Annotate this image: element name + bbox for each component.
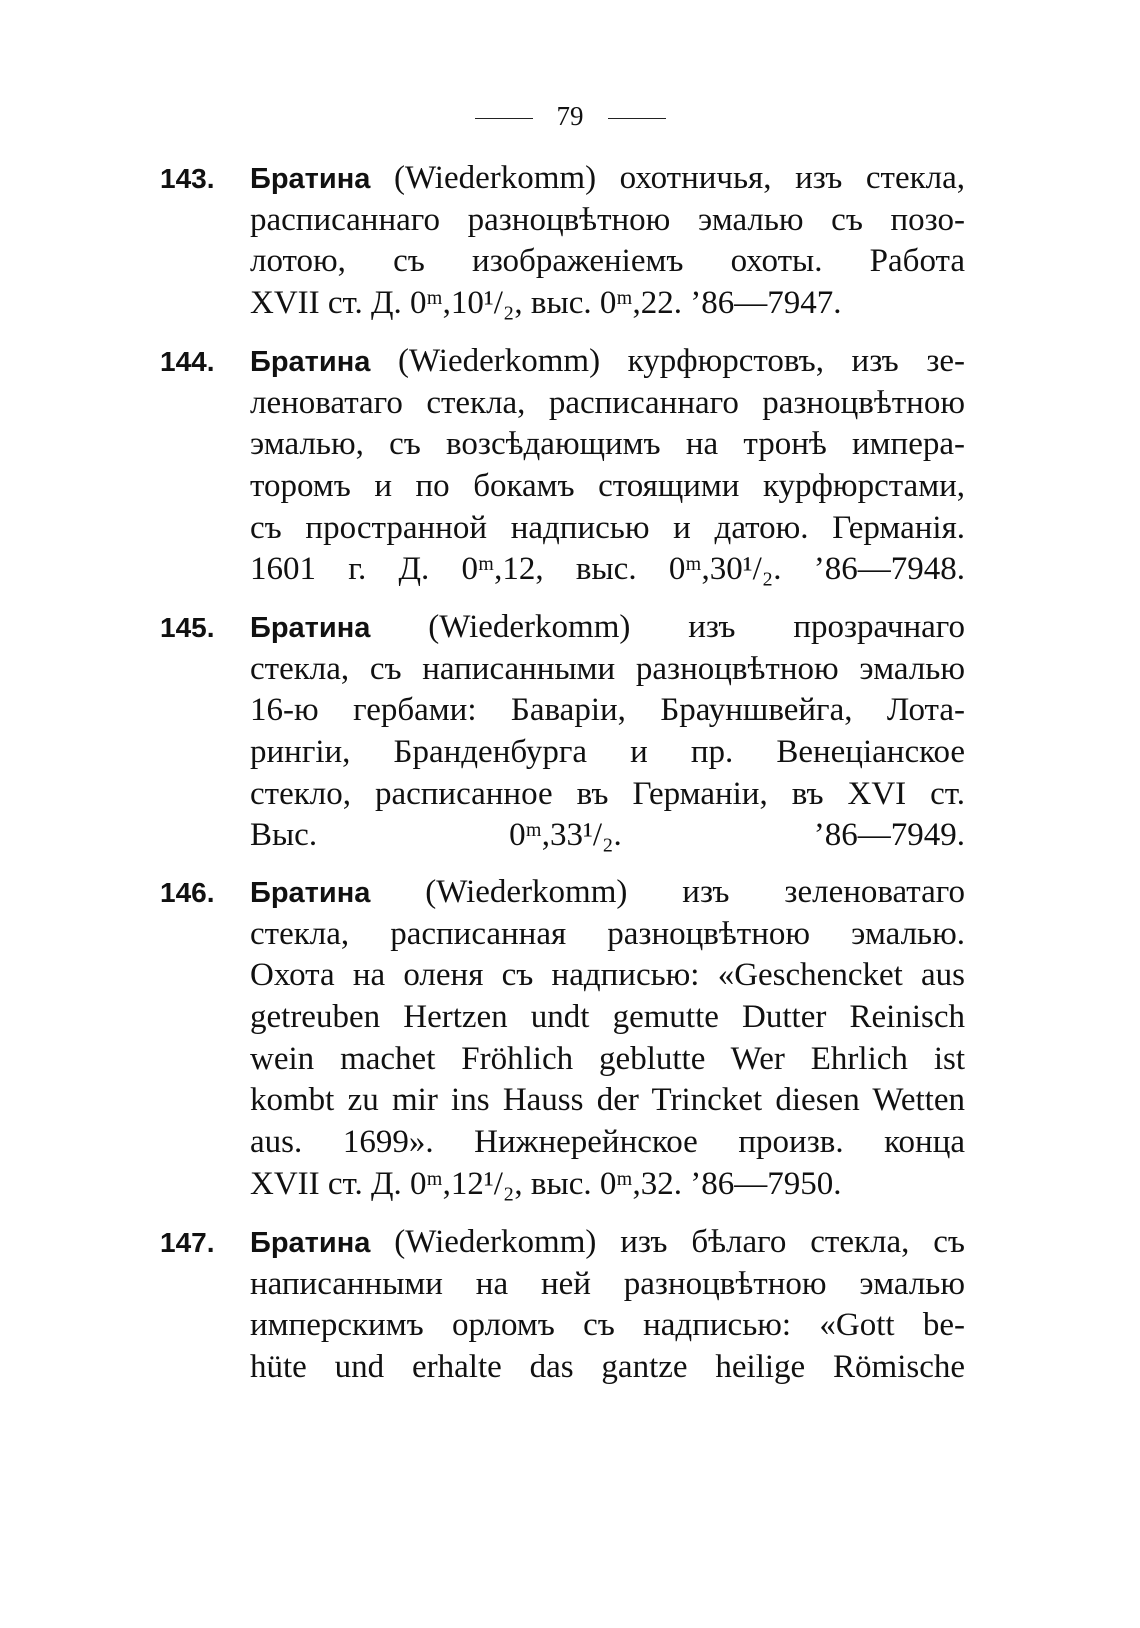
- entry-number: 146.: [160, 877, 215, 908]
- entry-line: Охота на оленя съ надписью: «Geschencket aus: [250, 957, 965, 994]
- entry-number: 147.: [160, 1227, 215, 1258]
- header-rule-left: [475, 118, 533, 119]
- entry-line-text: (Wiederkomm) изъ бѣлаго стекла, съ: [370, 1224, 965, 1260]
- entry-line: лотою, съ изображеніемъ охоты. Работа: [250, 243, 965, 280]
- page-header: [0, 96, 1140, 136]
- entry-line: hüte und erhalte das gantze heilige Römische: [250, 1349, 965, 1386]
- entry-number: 144.: [160, 346, 215, 377]
- header-rule-right: [608, 118, 666, 119]
- entry-line: [250, 872, 965, 914]
- entry-line: рингіи, Бранденбурга и пр. Венеціанское: [250, 734, 965, 771]
- entry-line: XVII ст. Д. 0ᵐ,10¹/₂, выс. 0ᵐ,22. ’86—7947.: [250, 285, 842, 322]
- entry-title: Братина: [250, 877, 371, 909]
- entry-text: [250, 872, 965, 1206]
- page-number: 79: [556, 101, 584, 131]
- entry-line: XVII ст. Д. 0ᵐ,12¹/₂, выс. 0ᵐ,32. ’86—7950.: [250, 1165, 842, 1202]
- entry-line: [250, 158, 965, 200]
- entry-line: съ пространной надписью и датою. Германія.: [250, 509, 965, 546]
- entry-line: имперскимъ орломъ съ надписью: «Gott be-: [250, 1307, 965, 1344]
- entry-title: Братина: [250, 346, 371, 378]
- entry-line: aus. 1699». Нижнерейнское произв. конца: [250, 1124, 965, 1161]
- entry-line: wein machet Fröhlich geblutte Wer Ehrlich ist: [250, 1040, 965, 1077]
- entry-line: стекла, расписанная разноцвѣтною эмалью.: [250, 915, 965, 952]
- entry-number: 145.: [160, 612, 215, 643]
- entry-line: 16-ю гербами: Баваріи, Брауншвейга, Лота-: [250, 692, 965, 729]
- entry-line: написанными на ней разноцвѣтною эмалью: [250, 1265, 965, 1302]
- entry-line: леноватаго стекла, расписаннаго разноцвѣтною: [250, 384, 965, 421]
- entry-line-text: (Wiederkomm) изъ зеленоватаго: [370, 874, 965, 910]
- entry-text: [250, 341, 965, 591]
- entry-line: [250, 1222, 965, 1264]
- entry-text: [250, 158, 965, 325]
- entry-line-text: (Wiederkomm) изъ прозрачнаго: [370, 609, 965, 645]
- entry-line: торомъ и по бокамъ стоящими курфюрстами,: [250, 468, 965, 505]
- entry-text: [250, 607, 965, 857]
- entry-line-text: (Wiederkomm) охотничья, изъ стекла,: [370, 160, 965, 196]
- entry-line: 1601 г. Д. 0ᵐ,12, выс. 0ᵐ,30¹/₂. ’86—7948.: [250, 551, 965, 588]
- entry-line: расписаннаго разноцвѣтною эмалью съ позо-: [250, 201, 965, 238]
- entry-line: [250, 607, 965, 649]
- entry-line: Выс. 0ᵐ,33¹/₂. ’86—7949.: [250, 817, 965, 854]
- entry-line: эмалью, съ возсѣдающимъ на тронѣ импера-: [250, 426, 965, 463]
- entry-line: kombt zu mir ins Hauss der Trincket diesen Wetten: [250, 1082, 965, 1119]
- entry-line: getreuben Hertzen undt gemutte Dutter Reinisch: [250, 999, 965, 1036]
- entry-title: Братина: [250, 1227, 371, 1259]
- entry-title: Братина: [250, 612, 371, 644]
- entry-line-text: (Wiederkomm) курфюрстовъ, изъ зе-: [370, 343, 965, 379]
- entry-line: стекло, расписанное въ Германіи, въ XVI ст.: [250, 775, 965, 812]
- entry-line: [250, 341, 965, 383]
- entry-line: стекла, съ написанными разноцвѣтною эмалью: [250, 650, 965, 687]
- entry-number: 143.: [160, 163, 215, 194]
- entry-title: Братина: [250, 163, 371, 195]
- entry-text: [250, 1222, 965, 1389]
